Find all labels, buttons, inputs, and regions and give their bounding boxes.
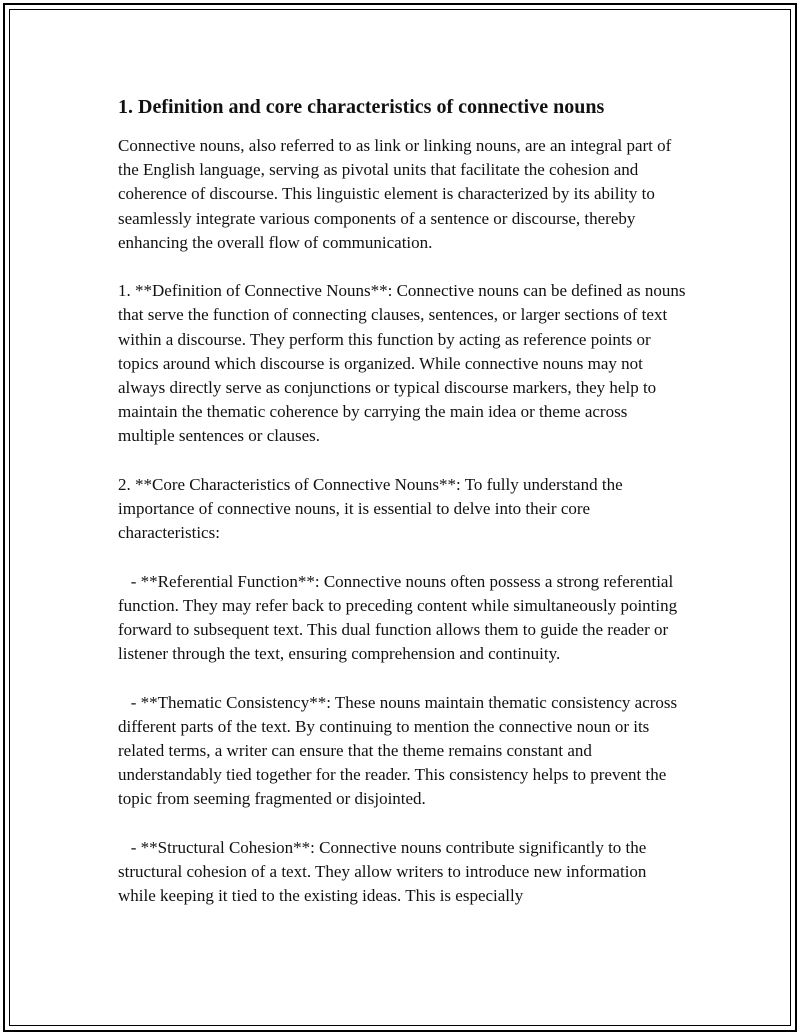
paragraph-definition: 1. **Definition of Connective Nouns**: Connective nouns can be defined as nouns that serve the function of connecting clauses, sentences, or larger sections of text within a discourse. They perform this function by acting as reference points or topics around which discourse is organized. While connective nouns may not always directly serve as conjunctions or typical discourse markers, they help to maintain the thematic coherence by carrying the main idea or theme across multiple sentences or clauses.: [118, 281, 690, 446]
section-heading: 1. Definition and core characteristics of connective nouns: [118, 96, 605, 118]
paragraph-structural-cohesion: - **Structural Cohesion**: Connective nouns contribute significantly to the structural cohesion of a text. They allow writers to introduce new information while keeping it tied to the existing ideas. This is especially: [118, 837, 651, 906]
paragraph-thematic-consistency: - **Thematic Consistency**: These nouns maintain thematic consistency across different parts of the text. By continuing to mention the connective noun or its related terms, a writer can ensure that the theme remains constant and understandably tied together for the reader. This consistency helps to prevent the topic from seeming fragmented or disjointed.: [118, 692, 682, 809]
paragraph-referential-function: - **Referential Function**: Connective nouns often possess a strong referential function. They may refer back to preceding content while simultaneously pointing forward to subsequent text. This dual function allows them to guide the reader or listener through the text, ensuring comprehension and continuity.: [118, 571, 682, 664]
document-body: [118, 94, 688, 933]
paragraph-core-characteristics: 2. **Core Characteristics of Connective Nouns**: To fully understand the importance of connective nouns, it is essential to delve into their core characteristics:: [118, 474, 627, 543]
paragraph-intro: Connective nouns, also referred to as link or linking nouns, are an integral part of the English language, serving as pivotal units that facilitate the cohesion and coherence of discourse. This linguistic element is characterized by its ability to seamlessly integrate various components of a sentence or discourse, thereby enhancing the overall flow of communication.: [118, 136, 676, 252]
